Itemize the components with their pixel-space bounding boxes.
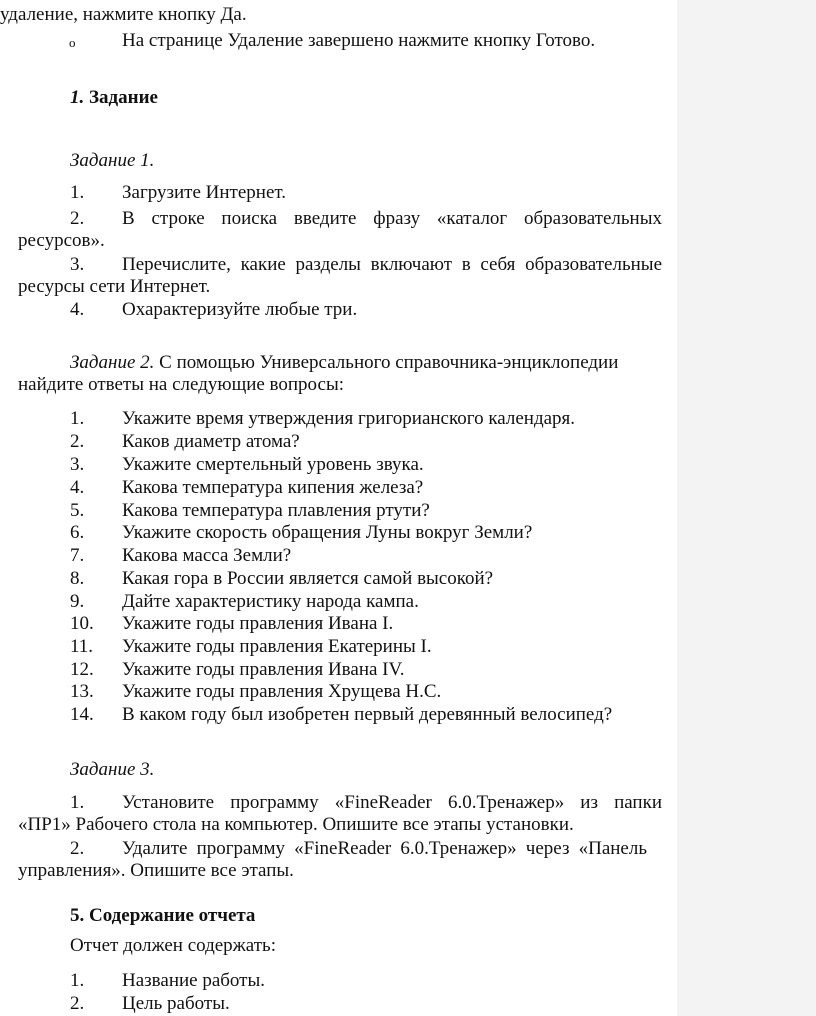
bullet-text: На странице Удаление завершено нажмите кнопку Готово. <box>122 30 596 51</box>
task3-item-text: Удалите программу «FineReader 6.0.Тренажер» через «Панель <box>122 838 647 859</box>
task1-title: Задание 1. <box>70 150 155 171</box>
bullet-marker: o <box>69 35 76 50</box>
task2-item-text: Какова масса Земли? <box>122 545 292 566</box>
task3-item-num: 2. <box>70 838 85 859</box>
section-title: Задание <box>89 87 158 108</box>
task3-item-num: 1. <box>70 792 85 813</box>
task2-item-num: 3. <box>70 454 85 475</box>
task1-item-num: 1. <box>70 182 85 203</box>
task1-item-text: В строке поиска введите фразу «каталог образовательных <box>122 208 662 229</box>
task2-item-text: Укажите годы правления Ивана IV. <box>122 659 405 680</box>
task2-item-text: Укажите смертельный уровень звука. <box>122 454 424 475</box>
task2-item-num: 13. <box>70 681 94 702</box>
task2-item-text: Укажите годы правления Хрущева Н.С. <box>122 681 442 702</box>
task2-item-num: 8. <box>70 568 85 589</box>
task1-item-num: 2. <box>70 208 85 229</box>
task2-item-num: 2. <box>70 431 85 452</box>
side-strip <box>677 0 816 1016</box>
section5-title: 5. Содержание отчета <box>70 905 256 926</box>
section5-intro: Отчет должен содержать: <box>70 935 276 956</box>
task3-item-text: Установите программу «FineReader 6.0.Тренажер» из папки <box>122 792 662 813</box>
task2-item-text: Укажите время утверждения григорианского календаря. <box>122 408 576 429</box>
section-number: 1. <box>70 87 85 108</box>
task2-intro <box>70 352 618 374</box>
task1-item-text: Охарактеризуйте любые три. <box>122 299 358 320</box>
task1-item-num: 3. <box>70 254 85 275</box>
task2-item-text: В каком году был изобретен первый деревянный велосипед? <box>122 704 613 725</box>
task2-item-text: Какова температура плавления ртути? <box>122 500 430 521</box>
section5-item-text: Название работы. <box>122 970 266 991</box>
task2-item-text: Укажите скорость обращения Луны вокруг Земли? <box>122 522 533 543</box>
task2-intro-text: С помощью Универсального справочника-энциклопедии <box>159 352 619 373</box>
task2-item-text: Укажите годы правления Ивана I. <box>122 613 394 634</box>
task2-item-num: 14. <box>70 704 94 725</box>
task1-item-text: Перечислите, какие разделы включают в себя образовательные <box>122 254 662 275</box>
task2-item-num: 10. <box>70 613 94 634</box>
task2-item-num: 6. <box>70 522 85 543</box>
task1-item-text: Загрузите Интернет. <box>122 182 287 203</box>
section-heading <box>70 87 158 109</box>
task2-item-num: 4. <box>70 477 85 498</box>
task1-item-cont: ресурсов». <box>18 230 105 251</box>
task2-item-num: 1. <box>70 408 85 429</box>
task1-item-cont: ресурсы сети Интернет. <box>18 276 211 297</box>
task2-item-text: Укажите годы правления Екатерины I. <box>122 636 432 657</box>
task2-item-text: Дайте характеристику народа кампа. <box>122 591 419 612</box>
task1-item-num: 4. <box>70 299 85 320</box>
task2-item-num: 9. <box>70 591 85 612</box>
task3-item-cont: «ПР1» Рабочего стола на компьютер. Опишите все этапы установки. <box>18 814 574 835</box>
task3-title: Задание 3. <box>70 759 155 780</box>
continuation-line: удаление, нажмите кнопку Да. <box>0 4 247 25</box>
task2-item-num: 5. <box>70 500 85 521</box>
task2-item-text: Какова температура кипения железа? <box>122 477 424 498</box>
task2-intro-cont: найдите ответы на следующие вопросы: <box>18 374 345 395</box>
section5-item-num: 2. <box>70 993 85 1014</box>
task2-item-num: 7. <box>70 545 85 566</box>
task2-item-text: Какая гора в России является самой высокой? <box>122 568 494 589</box>
task2-item-text: Каков диаметр атома? <box>122 431 300 452</box>
task2-item-num: 11. <box>70 636 94 657</box>
task2-item-num: 12. <box>70 659 94 680</box>
task3-item-cont: управления». Опишите все этапы. <box>18 860 294 881</box>
task2-title: Задание 2. <box>70 352 155 373</box>
section5-item-num: 1. <box>70 970 85 991</box>
section5-item-text: Цель работы. <box>122 993 230 1014</box>
